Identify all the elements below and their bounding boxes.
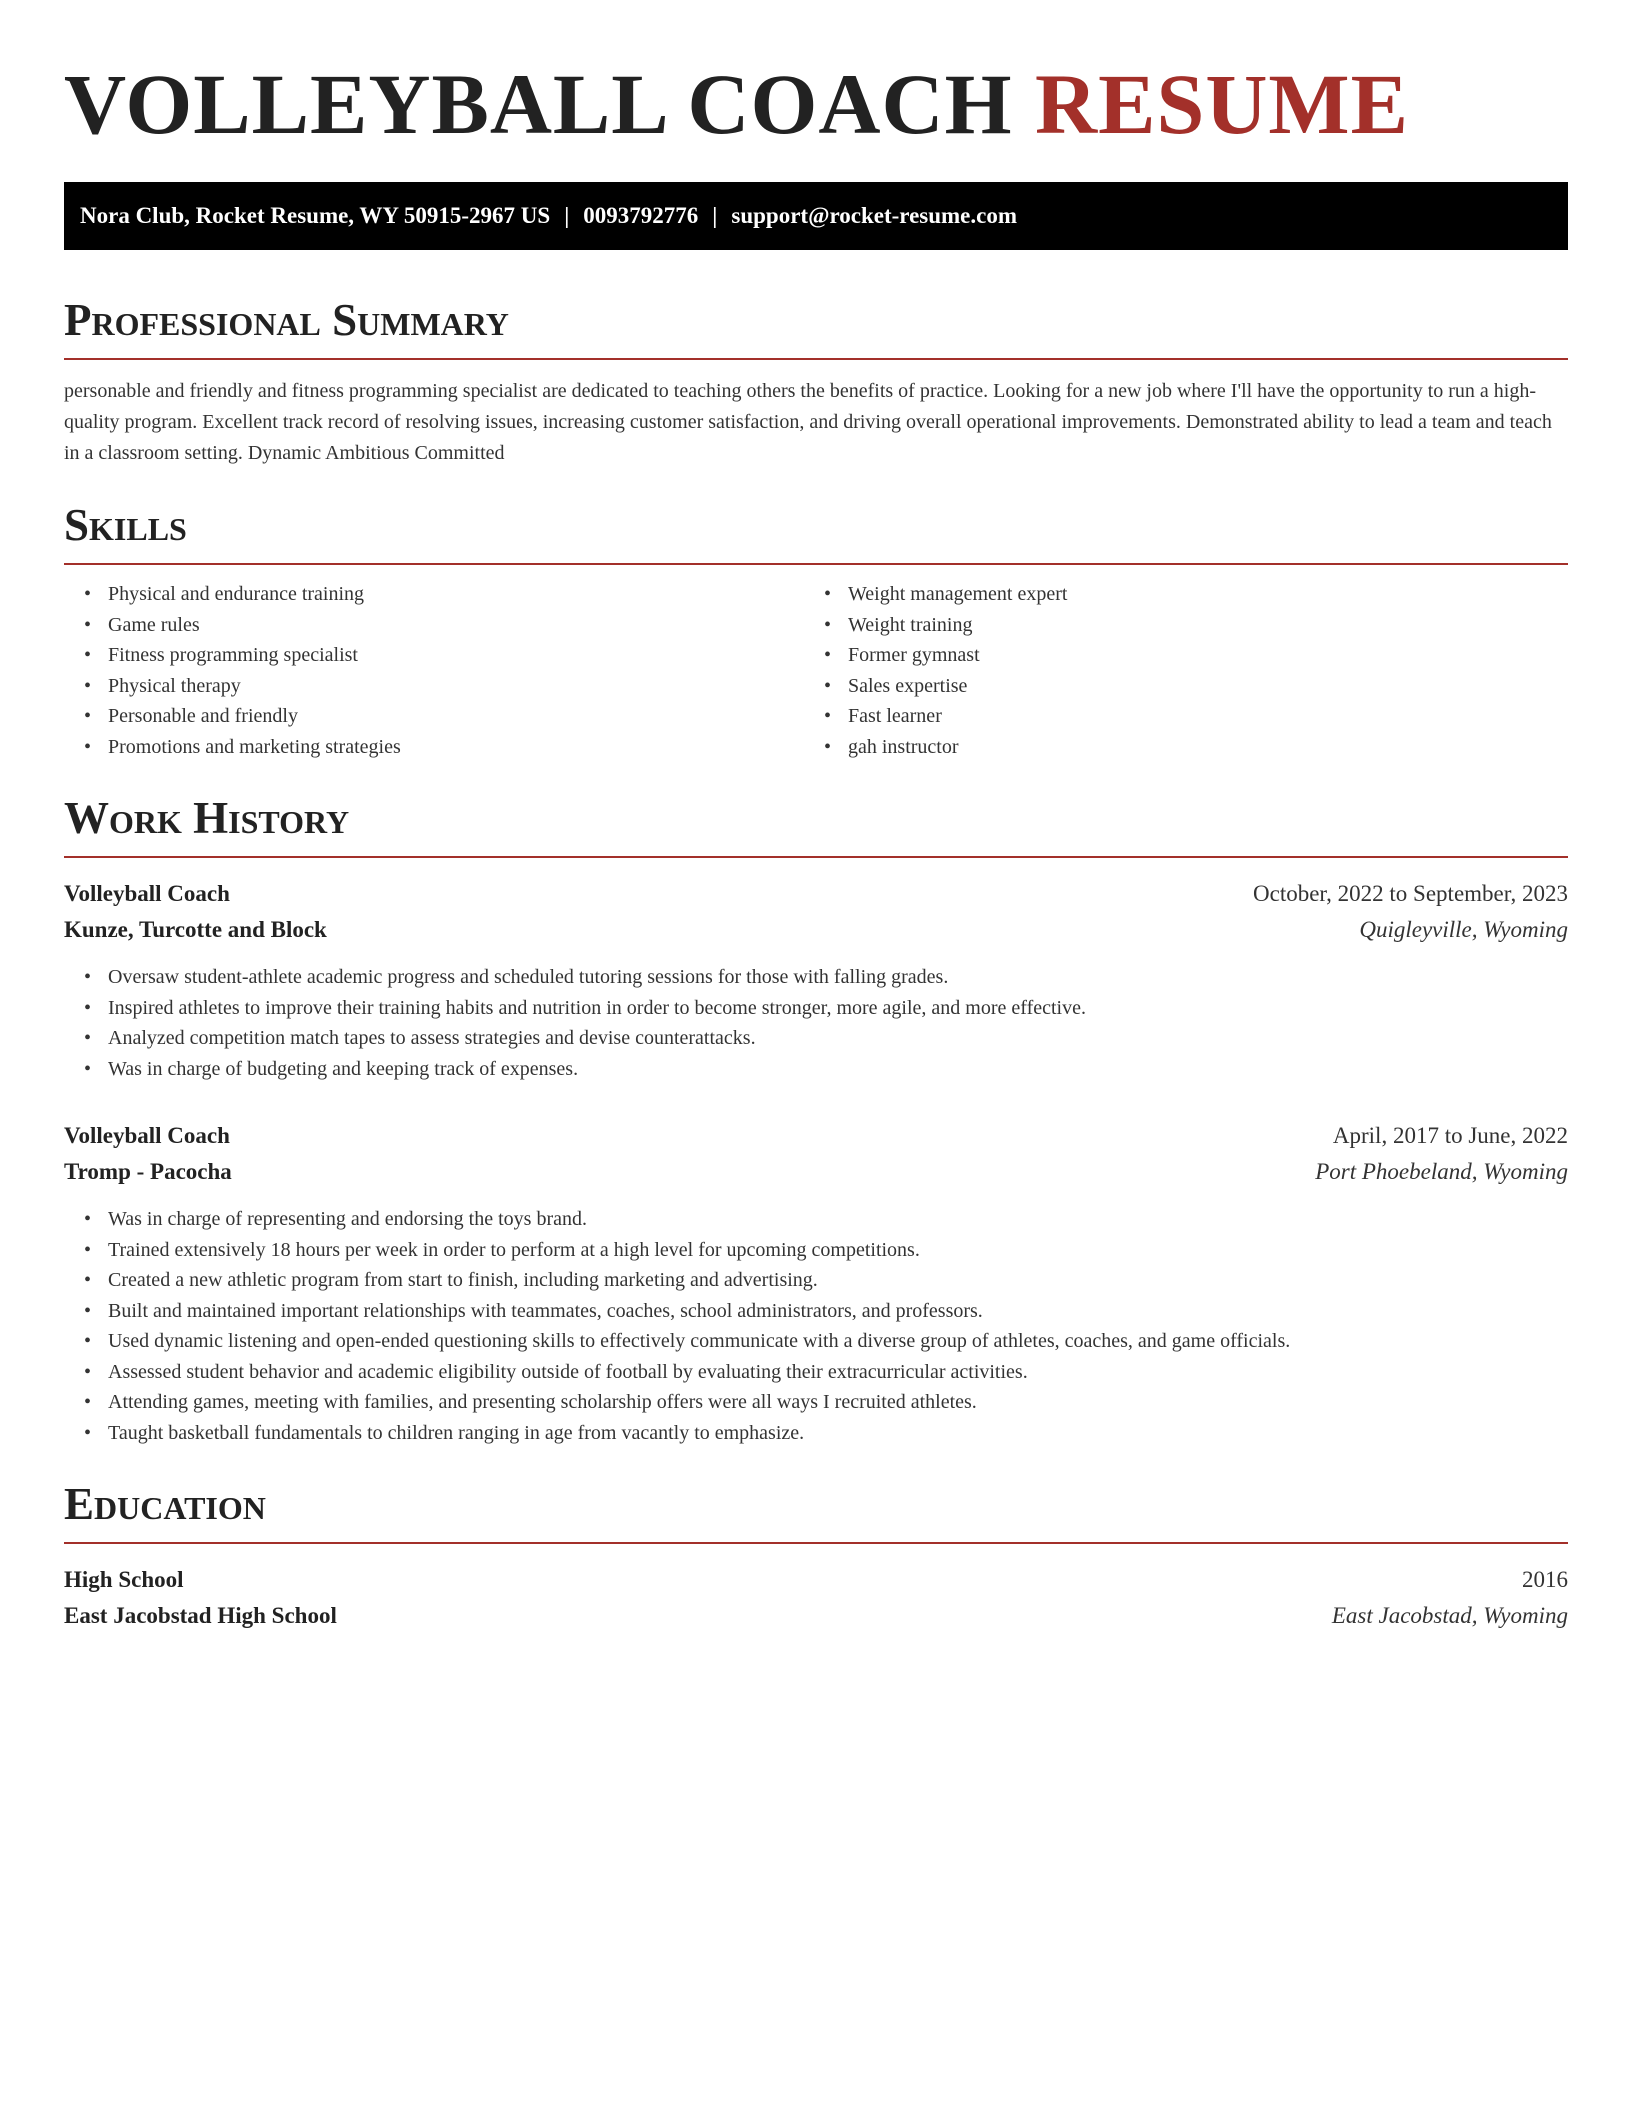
job-entry — [64, 1118, 1568, 1448]
contact-separator: | — [564, 203, 570, 228]
summary-heading: Professional Summary — [64, 295, 509, 345]
job-company-row — [64, 1154, 1568, 1190]
skill-item: • Former gymnast — [848, 640, 1544, 671]
education-school-row — [64, 1598, 1568, 1634]
skill-item: • Physical and endurance training — [108, 579, 804, 610]
skill-item: • Sales expertise — [848, 671, 1544, 702]
skill-item: • Promotions and marketing strategies — [108, 732, 804, 763]
education-degree: High School — [64, 1567, 184, 1592]
job-bullet: • Created a new athletic program from start to finish, including marketing and advertising. — [108, 1265, 1568, 1296]
job-bullet: • Was in charge of budgeting and keeping track of expenses. — [108, 1054, 1568, 1085]
education-entry — [64, 1562, 1568, 1634]
job-dates: October, 2022 to September, 2023 — [1253, 881, 1568, 906]
skills-column-left — [64, 579, 804, 762]
resume-title — [64, 58, 1568, 150]
contact-phone[interactable]: 0093792776 — [583, 203, 699, 228]
job-header-row — [64, 1118, 1568, 1154]
skills-column-right — [804, 579, 1544, 762]
skill-item: • Weight training — [848, 610, 1544, 641]
job-bullet: • Inspired athletes to improve their training habits and nutrition in order to become stronger, more agile, and more effective. — [108, 993, 1568, 1024]
job-location: Port Phoebeland, Wyoming — [1315, 1159, 1568, 1184]
skill-item: • Fitness programming specialist — [108, 640, 804, 671]
skills-list — [64, 579, 1568, 762]
job-bullet: • Analyzed competition match tapes to assess strategies and devise counterattacks. — [108, 1023, 1568, 1054]
contact-separator: | — [712, 203, 718, 228]
job-company: Tromp - Pacocha — [64, 1159, 232, 1184]
skill-item: • Game rules — [108, 610, 804, 641]
job-bullet: • Oversaw student-athlete academic progress and scheduled tutoring sessions for those with falling grades. — [108, 962, 1568, 993]
job-company: Kunze, Turcotte and Block — [64, 917, 327, 942]
job-company-row — [64, 912, 1568, 948]
work-section — [64, 792, 1568, 1448]
section-divider — [64, 1542, 1568, 1544]
contact-bar — [64, 182, 1568, 250]
job-bullet: • Assessed student behavior and academic eligibility outside of football by evaluating their extracurricular activities. — [108, 1357, 1568, 1388]
title-accent: RESUME — [1035, 56, 1409, 152]
job-bullets — [64, 962, 1568, 1084]
education-heading: Education — [64, 1479, 266, 1529]
job-header-row — [64, 876, 1568, 912]
education-location: East Jacobstad, Wyoming — [1331, 1603, 1568, 1628]
skill-item: • Physical therapy — [108, 671, 804, 702]
job-title: Volleyball Coach — [64, 881, 230, 906]
section-divider — [64, 563, 1568, 565]
resume-page — [64, 0, 1568, 1634]
job-dates: April, 2017 to June, 2022 — [1332, 1123, 1568, 1148]
job-bullet: • Trained extensively 18 hours per week in order to perform at a high level for upcoming competitions. — [108, 1235, 1568, 1266]
job-location: Quigleyville, Wyoming — [1359, 917, 1568, 942]
job-bullet: • Built and maintained important relationships with teammates, coaches, school administrators, and professors. — [108, 1296, 1568, 1327]
summary-text: personable and friendly and fitness programming specialist are dedicated to teaching others the benefits of practice. Looking for a new job where I'll have the opportunity to run a high-quality program. Excellent track record of resolving issues, increasing customer satisfaction, and driving overall operational improvements. Demonstrated ability to lead a team and teach in a classroom setting. Dynamic Ambitious Committed — [64, 380, 1552, 464]
job-entry — [64, 876, 1568, 1084]
skill-item: • Personable and friendly — [108, 701, 804, 732]
job-bullet: • Taught basketball fundamentals to children ranging in age from vacantly to emphasize. — [108, 1418, 1568, 1449]
job-bullet: • Used dynamic listening and open-ended questioning skills to effectively communicate with a diverse group of athletes, coaches, and game officials. — [108, 1326, 1568, 1357]
contact-email[interactable]: support@rocket-resume.com — [731, 203, 1018, 228]
summary-section — [64, 294, 1568, 469]
skills-heading: Skills — [64, 500, 187, 550]
skill-item: • gah instructor — [848, 732, 1544, 763]
education-section — [64, 1478, 1568, 1634]
skill-item: • Weight management expert — [848, 579, 1544, 610]
job-bullet: • Attending games, meeting with families, and presenting scholarship offers were all ways I recruited athletes. — [108, 1387, 1568, 1418]
section-divider — [64, 856, 1568, 858]
contact-address: Nora Club, Rocket Resume, WY 50915-2967 US — [80, 203, 551, 228]
education-year: 2016 — [1522, 1567, 1568, 1592]
job-bullets — [64, 1204, 1568, 1448]
education-school: East Jacobstad High School — [64, 1603, 337, 1628]
job-bullet: • Was in charge of representing and endorsing the toys brand. — [108, 1204, 1568, 1235]
work-heading: Work History — [64, 793, 350, 843]
job-title: Volleyball Coach — [64, 1123, 230, 1148]
skill-item: • Fast learner — [848, 701, 1544, 732]
section-divider — [64, 358, 1568, 360]
title-main: VOLLEYBALL COACH — [64, 56, 1013, 152]
education-header-row — [64, 1562, 1568, 1598]
skills-section — [64, 499, 1568, 762]
